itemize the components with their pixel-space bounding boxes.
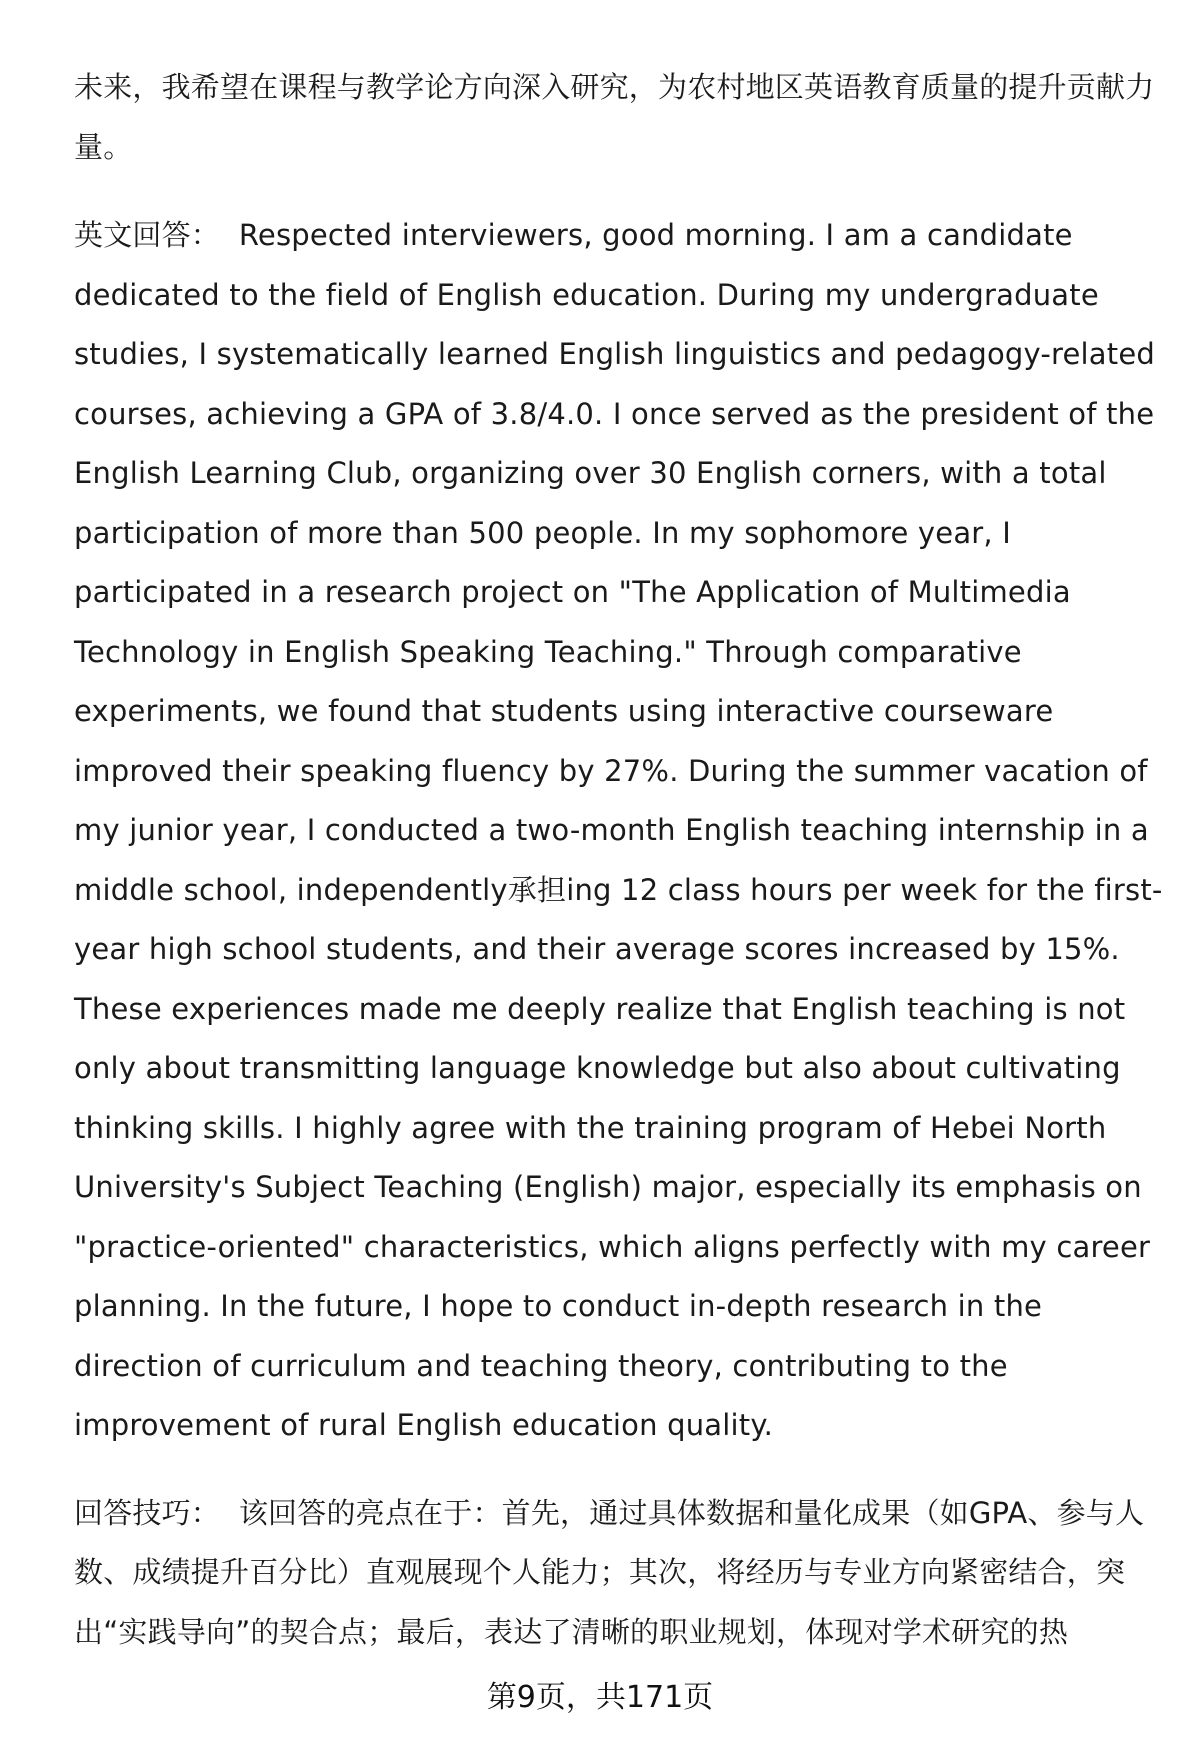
answer-tips-body: 该回答的亮点在于：首先，通过具体数据和量化成果（如GPA、参与人数、成绩提升百分比）直观展现个人能力；其次，将经历与专业方向紧密结合，突出“实践导向”的契合点；最后，表达了清晰的职业规划，体现对学术研究的热 <box>74 1495 1145 1649</box>
document-page <box>74 58 1164 1662</box>
english-answer-body: Respected interviewers, good morning. I am a candidate dedicated to the field of English education. During my undergraduate studies, I systematically learned English linguistics and pedagogy-related courses, achieving a GPA of 3.8/4.0. I once served as the president of the English Learning Club, organizing over 30 English corners, with a total participation of more than 500 people. In my sophomore year, I participated in a research project on "The Application of Multimedia Technology in English Speaking Teaching." Through comparative experiments, we found that students using interactive courseware improved their speaking fluency by 27%. During the summer vacation of my junior year, I conducted a two-month English teaching internship in a middle school, independently承担ing 12 class hours per week for the first-year high school students, and their average scores increased by 15%. These experiences made me deeply realize that English teaching is not only about transmitting language knowledge but also about cultivating thinking skills. I highly agree with the training program of Hebei North University's Subject Teaching (English) major, especially its emphasis on "practice-oriented" characteristics, which aligns perfectly with my career planning. In the future, I hope to conduct in-depth research in the direction of curriculum and teaching theory, contributing to the improvement of rural English education quality. <box>74 218 1165 1442</box>
english-answer-paragraph <box>74 206 1164 1456</box>
answer-tips-paragraph <box>74 1484 1164 1663</box>
english-answer-label: 英文回答： <box>74 218 221 252</box>
answer-tips-label: 回答技巧： <box>74 1495 221 1530</box>
page-indicator: 第9页，共171页 <box>486 1680 714 1715</box>
intro-paragraph: 未来，我希望在课程与教学论方向深入研究，为农村地区英语教育质量的提升贡献力量。 <box>74 70 1155 164</box>
